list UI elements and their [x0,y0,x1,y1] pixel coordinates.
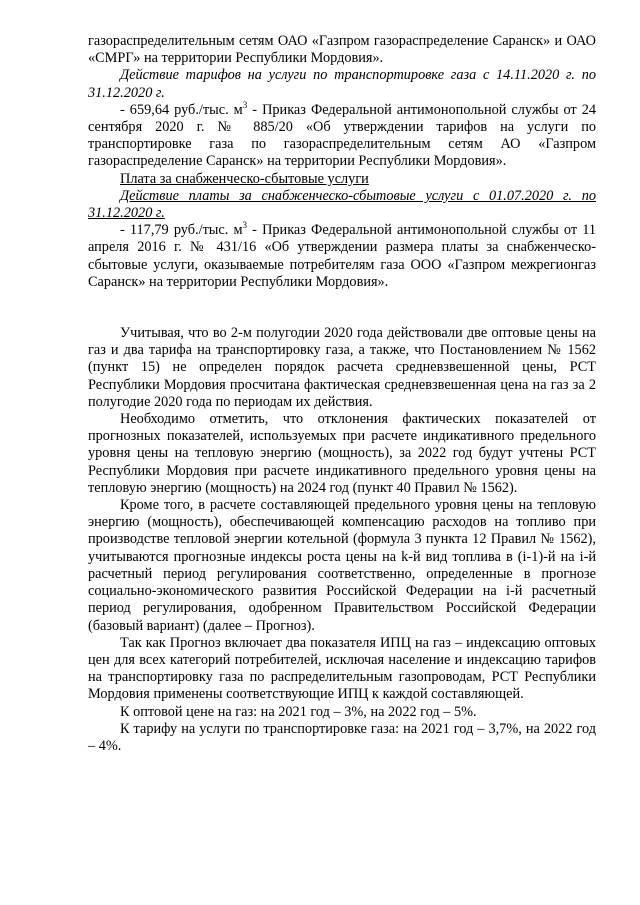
paragraph-gap [88,291,596,325]
tariff-order-885: - Приказ Федеральной антимонопольной службы от 24 сентября 2020 г. № 885/20 «Об утверждении тарифов на услуги по транспортировке газа по газораспределительным сетям АО «Газпром газораспределение Саранск» на территории Республики Мордовия». [88,101,597,170]
document-page [88,33,596,755]
paragraph-wholesale-index: К оптовой цене на газ: на 2021 год – 3%, на 2022 год – 5%. [120,703,477,720]
paragraph-weighted-price: Учитывая, что во 2-м полугодии 2020 года действовали две оптовые цены на газ и два тарифа на транспортировку газа, а также, что Постановлением № 1562 (пункт 15) не определен порядок расчета средневзвешенной цены, РСТ Республики Мордовия просчитана фактическая средневзвешенная цена на газ за 2 полугодие 2020 года по периодам их действия. [88,325,596,410]
paragraph-fuel-index: Кроме того, в расчете составляющей предельного уровня цены на тепловую энергию (мощность), обеспечивающей компенсацию расходов на топливо при производстве тепловой энергии котельной (формула 3 пункта 12 Правил № 1562), учитываются прогнозные индексы роста цены на k-й вид топлива в (i-1)-й на i-й расчетный период регулирования соответственно, определенные в прогнозе социально-экономического развития Российской Федерации на i-й расчетный период регулирования, одобренном Правительством Российской Федерации (базовый вариант) (далее – Прогноз). [88,497,596,634]
unit-superscript: 3 [242,100,248,111]
paragraph-tariff-659 [88,102,596,171]
fee-value-117: - 117,79 руб./тыс. м [120,222,243,239]
paragraph-transport-index: К тарифу на услуги по транспортировке газа: на 2021 год – 3,7%, на 2022 год – 4%. [88,720,596,754]
paragraph-deviations: Необходимо отметить, что отклонения фактических показателей от прогнозных показателей, используемых при расчете индикативного предельного уровня цены на тепловую энергию (мощность), за 2022 год будут учтены РСТ Республики Мордовия при расчете индикативного предельного уровня цены на тепловую энергию (мощность) на 2024 год (пункт 40 Правил № 1562). [88,411,596,496]
supply-fee-heading: Плата за снабженческо-сбытовые услуги [120,170,369,187]
paragraph-cpi-gas: Так как Прогноз включает два показателя ИПЦ на газ – индексацию оптовых цен для всех категорий потребителей, исключая население и индексацию тарифов на транспортировку газа по распределительным газопроводам, РСТ Республики Мордовия применены соответствующие ИПЦ к каждой составляющей. [88,634,596,703]
supply-fee-period-heading: Действие платы за снабженческо-сбытовые услуги с 01.07.2020 г. по 31.12.2020 г. [88,187,596,222]
paragraph-fee-117 [88,222,596,291]
unit-superscript: 3 [242,220,248,231]
fee-order-431: - Приказ Федеральной антимонопольной службы от 11 апреля 2016 г. № 431/16 «Об утверждении размера платы за снабженческо-сбытовые услуги, оказываемые потребителям газа ООО «Газпром межрегионгаз Саранск» на территории Республики Мордовия». [88,222,596,290]
tariff-value-659: - 659,64 руб./тыс. м [120,101,243,118]
paragraph-gas-networks: газораспределительным сетям ОАО «Газпром газораспределение Саранск» и ОАО «СМРГ» на территории Республики Мордовия». [88,33,596,67]
tariff-period-heading: Действие тарифов на услуги по транспортировке газа с 14.11.2020 г. по 31.12.2020 г. [88,67,596,101]
